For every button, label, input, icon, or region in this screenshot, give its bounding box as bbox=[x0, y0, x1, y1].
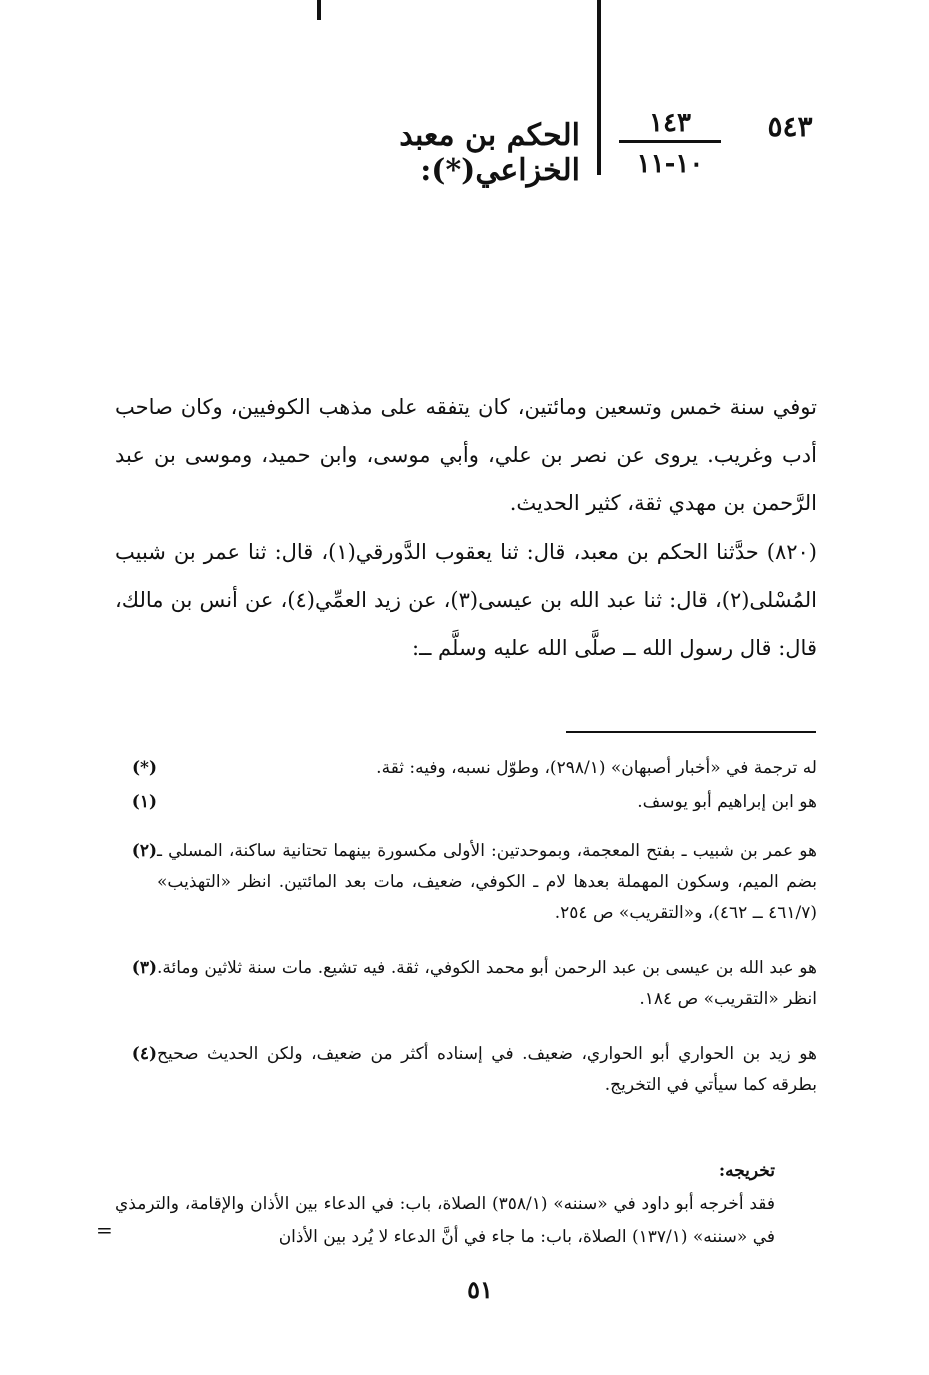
footnote-marker: (٤) bbox=[131, 1044, 157, 1064]
footnote-text: هو زيد بن الحواري أبو الحواري، ضعيف. في إسناده أكثر من ضعيف، ولكن الحديث صحيح بطرقه كما سيأتي في التخريج. bbox=[157, 1044, 817, 1095]
footnote-separator bbox=[566, 731, 816, 733]
top-margin-mark bbox=[317, 0, 321, 20]
page-number: ٥١ bbox=[467, 1275, 493, 1304]
footnote-marker: (١) bbox=[131, 792, 157, 812]
footnote-item bbox=[115, 836, 817, 929]
footnote-item bbox=[115, 953, 817, 1015]
footnote-text: له ترجمة في «أخبار أصبهان» (٢٩٨/١)، وطوّل نسبه، وفيه: ثقة. bbox=[376, 758, 817, 778]
fraction-numerator: ١٤٣ bbox=[649, 108, 691, 138]
footnote-item bbox=[115, 1039, 817, 1101]
takhrij-text: فقد أخرجه أبو داود في «سننه» (٣٥٨/١) الصلاة، باب: في الدعاء بين الأذان والإقامة، والترمذي في «سننه» (١٣٧/١) الصلاة، باب: ما جاء في أنَّ الدعاء لا يُرد بين الأذان bbox=[115, 1194, 775, 1247]
header-divider bbox=[597, 0, 601, 175]
footnote-text: هو عمر بن شبيب ـ بفتح المعجمة، وبموحدتين: الأولى مكسورة بينهما تحتانية ساكنة، المسلي ـ بضم الميم، وسكون المهملة بعدها لام ـ الكوفي، ضعيف، مات بعد المائتين. انظر «التهذيب» (٤٦١/٧ ــ ٤٦٢)، و«التقريب» ص ٢٥٤. bbox=[157, 841, 817, 923]
footnote-marker: (٢) bbox=[131, 841, 157, 861]
hadith-paragraph: (٨٢٠) حدَّثنا الحكم بن معبد، قال: ثنا يعقوب الدَّورقي(١)، قال: ثنا عمر بن شبيب المُسْلى(٢)، قال: ثنا عبد الله بن عيسى(٣)، عن زيد العمِّي(٤)، عن أنس بن مالك، قال: قال رسول الله ــ صلَّى الله عليه وسلَّم ــ: bbox=[115, 540, 817, 660]
footnote-text: هو ابن إبراهيم أبو يوسف. bbox=[637, 792, 817, 812]
volume-fraction bbox=[615, 108, 725, 179]
biography-paragraph: توفي سنة خمس وتسعين ومائتين، كان يتفقه على مذهب الكوفيين، وكان صاحب أدب وغريب. يروى عن نصر بن علي، وأبي موسى، وابن حميد، وموسى بن عبد الرَّحمن بن مهدي ثقة، كثير الحديث. bbox=[115, 395, 817, 515]
footnote-item bbox=[115, 787, 817, 818]
fraction-denominator: ١٠-١١ bbox=[636, 149, 704, 179]
fraction-bar bbox=[619, 140, 721, 143]
footnote-item bbox=[115, 753, 817, 784]
footnote-text: هو عبد الله بن عيسى بن عبد الرحمن أبو محمد الكوفي، ثقة. فيه تشيع. مات سنة ثلاثين ومائة. انظر «التقريب» ص ١٨٤. bbox=[157, 958, 817, 1009]
narrator-title: الحكم بن معبد الخزاعي(*): bbox=[399, 118, 580, 188]
takhrij-heading: تخريجه: bbox=[718, 1161, 775, 1181]
footnote-marker: (*) bbox=[132, 758, 157, 778]
takhrij-section bbox=[115, 1155, 775, 1254]
entry-number: ٥٤٣ bbox=[767, 110, 813, 143]
continuation-mark: = bbox=[96, 1218, 113, 1242]
footnote-marker: (٣) bbox=[131, 958, 157, 978]
